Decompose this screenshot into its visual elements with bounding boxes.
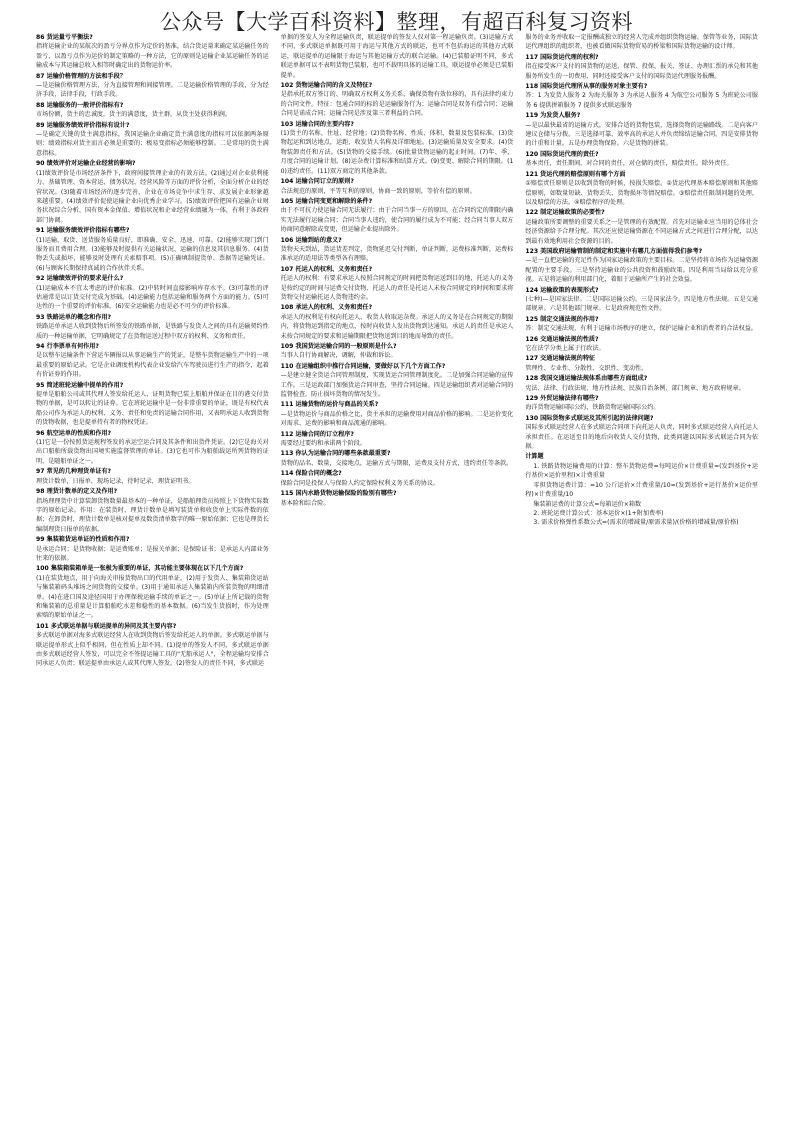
section-body <box>525 324 758 333</box>
section-heading: 104 运输合同订立的原则? <box>280 178 354 186</box>
section <box>281 449 514 468</box>
section <box>36 622 269 669</box>
section-body <box>36 236 269 274</box>
section <box>281 236 514 264</box>
section-heading: 113 你认为运输合同的哪些条款最重要? <box>280 450 391 458</box>
section-body <box>36 322 269 341</box>
section <box>525 170 758 208</box>
section-body <box>525 364 758 373</box>
section-body <box>36 477 269 486</box>
section-body <box>36 284 269 312</box>
section <box>36 381 269 428</box>
section <box>281 177 514 196</box>
section-heading: 124 运输政策的表现形式? <box>525 286 599 294</box>
body-paragraph: —是以最快最省的运输方式，安排合适的货物包装，选择货物的运输路线。二是向客户建议仓储与分拨。三是选择可靠、效率高的承运人并负责缔结运输合同。四是安排货物的计重和计量。五是办理货物保险。六是货物的拼装。 <box>525 121 758 148</box>
section <box>525 247 758 285</box>
section <box>36 342 269 380</box>
body-paragraph: —是运输价格管理方法，分为直接管理和间接管理。二是运输价格管理的手段，分为经济手段，法律手段，行政手段。 <box>36 82 269 99</box>
body-paragraph: (1)货主的名称、住址、经营地；(2)货物名称、性质、体积、数量及包装标准。(3)货物起运和到达地点，运距、收发货人名称及详细地址。(3)运输质量及安全要求。(4)货物装卸责任和方法。(5)货物的交接手续。(6)批量货物运输的起止时间。(7)年、季、月度合同的运输计划。(8)运杂费计算标准和结算方式。(9)变更、解除合同的期限。(10)违约责任。(11)双方商定的其他条款。 <box>280 130 514 175</box>
section-body <box>281 313 514 341</box>
section <box>525 33 758 52</box>
body-paragraph: 市场份额，货主的忠诚度，货主的满意度，货主群，从货主处获得利润。 <box>36 111 231 119</box>
body-paragraph: (1)它是一份按照货运规程签发的承运空运合同及其条件和出货件凭证。(2)它是海关对出口船舶所载货物出国境实施监督管理的单证。(3)它也可作为船舶载运所列货物的证明，是随船单证之一。 <box>36 439 269 465</box>
body-paragraph: (1)在装货地点，用于向海关审报货物出口的代用单证。(2)用于发货人、集装箱货运站与集装箱码头堆场之间货物的交接单。(3)用于通知承运人集装箱内所装货物的明细清单。(4)在进口国及途径国用于办理保税运输手续的单证之一。(5)单证上所记载的货物和集装箱的总重量是计算船舶吃水差和稳性的基本数据。(6)当发生货损时，作为处理索赔的原始单证之一。 <box>36 574 269 620</box>
section <box>36 313 269 341</box>
section-body <box>36 631 269 669</box>
section-body <box>36 351 269 379</box>
column-2 <box>281 33 514 1108</box>
body-paragraph: 答：制定交通法规，有利于运输市场秩序的建立，保护运输企业和消费者的合法权益。 <box>525 325 757 333</box>
section-heading: 107 托运人的权利、义务和责任? <box>280 265 373 273</box>
section-heading: 115 国内水路货物运输保险的险别有哪些? <box>280 490 397 498</box>
section-heading: 121 货运代理的赔偿原则有哪个方面 <box>525 170 626 178</box>
section-heading: 117 国际货运代理的权利? <box>525 53 599 61</box>
section <box>36 535 269 563</box>
body-paragraph: 理货计数单，日报单，现场记录，待时记录，理货证明书。 <box>36 477 195 485</box>
section-heading: 86 货运量亏平衡法? <box>36 34 93 41</box>
body-paragraph: (1)运输成本不宜太考虑的评价标准。(2)中转时间直接影响库存水平。(3)可靠性的评估通常是以订货交付完成为基础。(4)运输能力包括运输和服务两个方面的能力。(5)可达性的一个重要的评价标准。(6)安全运输能力也是必不可少的评价标准。 <box>36 284 269 311</box>
section <box>36 226 269 273</box>
section-heading: 101 多式联运单据与联运提单的异同及其主要内容? <box>36 622 177 630</box>
section-heading: 125 制定交通法规的作用? <box>525 315 599 323</box>
section <box>36 121 269 159</box>
section-body <box>281 371 514 399</box>
section-heading: 93 铁路运单的概念和作用? <box>36 313 112 321</box>
section-body <box>525 33 758 52</box>
section <box>281 303 514 341</box>
body-paragraph: 答：1 为发货人服务 2 为海关服务 3 为承运人服务 4 为航空公司服务 5 为班轮公司服务 6 提供拼箱服务 7 提供多式联运服务 <box>525 92 758 109</box>
section-body <box>281 187 514 196</box>
section-heading: 119 为发货人服务? <box>525 112 581 120</box>
section-heading: 98 理货计数单的定义及作用? <box>36 488 118 496</box>
section-body <box>525 403 758 412</box>
section-heading: 95 简述班轮运输中提单的作用? <box>36 381 124 389</box>
section <box>36 33 269 71</box>
section-body <box>36 390 269 428</box>
section <box>36 487 269 534</box>
section-heading: 112 运输合同的订立程序? <box>280 430 354 438</box>
body-paragraph: 是承运合同；是货物收据；是运费账单；是报关单据；是保险证书；是承运人内部业务往来的依据。 <box>36 545 269 562</box>
section-body <box>525 462 758 528</box>
section-body <box>281 90 514 118</box>
section <box>525 286 758 314</box>
section-heading: 100 集装箱装箱单是一张极为重要的单证，其功能主要体现在以下几个方面? <box>36 565 244 573</box>
section-heading: 88 运输服务的一般评价指标有? <box>36 101 124 109</box>
section <box>525 150 758 169</box>
body-paragraph: —是确定关键的货主满意指标，我国运输企业确定货主满意度的指标可以依据两条原则：绩效指标对货主而言必须是重要的；极易变指标必须能够控制。二是常用的货主满意指标。 <box>36 131 269 157</box>
section-body <box>281 245 514 264</box>
section <box>36 564 269 620</box>
body-paragraph: 是以整车运输条件下营运车辆报以从事运输生产的凭证，是整车货物运输生产中的一项最重要的原始记录。它是企业调度机构代表企业发给汽车驾驶员进行生产的指令，起着有价证券的作用。 <box>36 352 269 379</box>
section-body <box>281 129 514 176</box>
column-3 <box>525 33 758 1108</box>
section-body <box>36 110 269 119</box>
section-heading: 110 在运输组织中推行合同运输，要做好以下几个方面工作? <box>280 362 446 370</box>
section <box>281 469 514 488</box>
body-paragraph: 铁路运单承运人收到货物后所签发的铁路单据，是铁路与发货人之间的具有运输契约性质的一种运输单据，它明确规定了在货物运送过程中双方的权利、义务和责任。 <box>36 323 269 340</box>
section-body <box>525 256 758 284</box>
section <box>36 467 269 486</box>
body-paragraph: ①赔偿责任原则是以收到货物的时候，按损失赔偿。②货运代理基本赔偿原则和其他赔偿原则，如数量短缺、货物丢失、货物损坏等情况赔偿。③赔偿责任限制问题的处理，以及赔偿的方法。④赔偿程序的处理。 <box>525 180 758 206</box>
section-body <box>281 274 514 302</box>
body-paragraph: 合法规范的原则，平等互利的原则，协商一致的原则，等价有偿的原则。 <box>280 187 476 195</box>
section-heading: 计算题 <box>525 453 544 461</box>
section <box>36 159 269 225</box>
section <box>281 197 514 235</box>
body-paragraph: (1)绩效评价是市场经济条件下，政府间接管理企业的有效方法。(2)通过对企业获利能力、基础管理、资本营运、债务状况、经营风险等方面的评价分析，全面分析企业的经营状况。(3)随着市场经济的逐步完善，企业在市场竞争中求生存、求发展企业形象越来越重要。(4)绩效评价促使运输企业向优秀企业学习。(5)绩效评价把国有运输企业财务状况综合分析、国有资本金保值、增值状况和企业经营业绩融为一体，有利于各政府部门协调。 <box>36 169 269 224</box>
section <box>525 111 758 149</box>
body-paragraph: 指将运输企业的某航次的盈亏分界点作为定价的基准，结合货运量来确定某运输任务的盈亏，以盈亏点作为运价的制定策略的一种方法，它的原则是运输企业某运输任务的运输成本与其运输总收入相等时确定出的货物运价率。 <box>36 43 269 70</box>
body-paragraph: 多式联运单据对海多式联运经营人在收到货物后签发给托运人的单据。多式联运单据与联运提单形式上似乎相同，但在性质上却不同。(1)提单的签发人不同，多式联运单据由多式联运经营人签发，可以完全不签提运输工具的"无船承运人"，全程运输均安排合同承运人负责；联运提单由承运人或其代理人签发。(2)签发人的责任不同，多式联运 <box>36 632 269 668</box>
section <box>525 335 758 354</box>
section-body <box>36 169 269 225</box>
section-body <box>525 295 758 314</box>
body-paragraph: —是一直把运输的充足性作为国家运输政策的主要目标。二是坚持将市场作为运输资源配置的主要手段。三是坚持运输业的公共投资和鼓励政策。四是利用当局给以充分重视。五是将运输的利用部门化，着眼于运输所产生的社会效益。 <box>525 257 758 284</box>
section-body <box>281 479 514 488</box>
section-heading: 127 交通运输法规的特征 <box>525 355 596 363</box>
body-paragraph: 2. 班轮运费计算公式：基本运价×(1+附加费率) <box>533 509 664 517</box>
section <box>36 274 269 312</box>
section-body <box>525 62 758 81</box>
section-body <box>525 384 758 393</box>
section-heading: 90 绩效评价对运输企业经营的影响? <box>36 160 136 168</box>
body-paragraph: —是建立健全货运合同管理制度，实现货运合同管理制度化。二是加强合同运输的宣传工作。三是运政部门加强货运合同审查，坚持合同运输。四是运输组织者对运输合同的监督检查，防止损坏货物的情况发生。 <box>280 372 514 399</box>
section <box>525 354 758 373</box>
section-body <box>281 33 514 80</box>
section-heading: 94 行李票单有何作用? <box>36 343 99 350</box>
body-paragraph: 1. 铁路货物运输费用的计算：整车货物运费=每吨运价×计费重量=(发到基价+运行基价×运价里程)×计费重量 <box>525 462 758 480</box>
body-paragraph: 货物的品名、数量，交接地点，运输方式与期限，运费及支付方式，违约责任等条款。 <box>280 459 513 467</box>
section-heading: 129 外贸运输法律有哪些? <box>525 395 599 403</box>
section <box>281 400 514 428</box>
section-heading: 111 运输货物的运价与商品的关系? <box>280 401 379 409</box>
body-paragraph: 保险合同是投保人与保险人约定保险权利义务关系的协议。 <box>280 479 440 487</box>
section-body <box>281 206 514 234</box>
section-heading: 87 运输价格管理的方法和手段？ <box>36 72 126 80</box>
body-paragraph: 承运人的权利是有权向托运人、收货人收取运杂费。承运人的义务是在合同规定的期限内，将货物运到指定的地点，按时向收货人发出货物到达通知。承运人的责任是承运人未按合同规定的要求和运输期限把货物送到目的地而导致的责任。 <box>280 313 514 340</box>
section-body <box>36 42 269 70</box>
body-paragraph: 基本险和综合险。 <box>280 499 330 507</box>
body-paragraph: 单据的签发人为全程运输负责，联运提单的签发人仅对第一程运输负责。(3)运输方式不同，多式联运单据既可用于海运与其他方式的联运，也可不包括海运的其他方式联运，联运提单的运输限于海运与其他运输方式的联合运输。(4)已装船证明不同，多式联运单据可以不表明货物已装船，也可不载明具体的运输工具，联运提单必须是已装船提单。 <box>280 34 514 79</box>
section <box>281 265 514 303</box>
section-heading: 91 运输服务绩效评价指标有哪些? <box>36 227 130 235</box>
section-heading: 120 国际货运代理的责任? <box>525 150 599 158</box>
section-heading: 96 航空运单的性质和作用? <box>36 429 112 437</box>
section-body <box>525 218 758 246</box>
body-paragraph: 货物天天到站，货运货差判定，货物延迟交付判断，单证判断，运费标准判断，运费标准承运的适用法等类型各有理赔。 <box>280 245 514 263</box>
section-body <box>36 545 269 564</box>
body-paragraph: 提单是船舶公司或其代理人签发给托运人，证明货物已装上船舶并保证在目的港交付货物的单据，是可以转让的证券。它在班轮运输中是一份非常重要的单证，既是有权代表船公司作为承运人的权利、义务、责任和免责的运输合同作用，又表明承运人收到货物的货物收据，也是提单持有者的物权凭证。 <box>36 391 269 427</box>
section-heading: 114 保险合同的概念? <box>280 470 342 478</box>
section-body <box>36 438 269 466</box>
body-paragraph: 零担货物运费计算：=10 公斤运价×计费重量/10=(发到基价+运行基价×运价里程)×计费重量/10 <box>525 481 758 499</box>
section-body <box>36 81 269 100</box>
section-heading: 99 集装箱货运单证的性质和作用? <box>36 536 130 544</box>
body-paragraph: 运输政策所要调整的重要关系之一是管理的有效配置。首先对运输业应当用的总体社会经济资源给予合理分配。其次还应使运输资源在不同运输方式之间进行合理分配，以达到最有效地利用社会资源的目的。 <box>525 218 758 245</box>
section <box>525 53 758 81</box>
document-body <box>36 33 758 1108</box>
body-paragraph: 它在法学分类上属于行政法。 <box>525 345 605 352</box>
section <box>525 414 758 452</box>
section-heading: 106 运输到站的意义? <box>280 236 342 244</box>
section-body <box>525 121 758 149</box>
section-heading: 102 货物运输合同的含义及特征? <box>280 82 373 90</box>
body-paragraph: 基本责任，责任期间，对合同的责任，对仓储的责任，赔偿责任，除外责任。 <box>525 160 733 168</box>
body-paragraph: 3. 需求价格弹性系数公式=(需求的增减量/原需求量)/(价格的增减量/原价格) <box>533 519 739 527</box>
section-body <box>281 459 514 468</box>
section-heading: 105 运输合同变更和解除的条件? <box>280 197 373 205</box>
section-heading: 92 运输绩效评价的要求是什么? <box>36 275 124 283</box>
body-paragraph: 服务的业务并收取一定报酬或独立的经营人完成并组织货物运输、保管等业务，国际货运代理组织的组织者，也被看做国际货物贸易的桥梁和国际货物运输的设计师。 <box>525 34 758 51</box>
body-paragraph: 由于不可抗力使运输合同无法履行；由于合同当事一方的原因，在合同约定的期限内确实无法履行运输合同；合同当事人违约，使合同的履行成为不可能；经合同当事人双方协商同意解除或变更，但运输企业提出除外。 <box>280 207 514 234</box>
section <box>36 429 269 467</box>
body-paragraph: 指场理理货中计算装卸货物数量最基本的一种单证，是船舶理货员按照上下货物实际数字的原始记录。作用：在装货时，理货计数单是填写装货单和收货单上实际件数的依据；在卸货时，理货计数单是核对提单及数货清单数字的唯一原始依据；它也是理货长编制理货日报单的依据。 <box>36 497 269 533</box>
section-body <box>525 91 758 110</box>
section-body <box>281 410 514 429</box>
section-heading: 103 运输合同的主要内容? <box>280 120 354 128</box>
body-paragraph: 指在接受客户支付的国货物的运送、保管、投保、报关、签证、办理汇票的承兑和其他服务所发生的一切费用，同时还接受客户支付的国际货运代理服务报酬。 <box>525 63 758 80</box>
section-heading: 128 我国交通运输法规体系由哪些方面组成? <box>525 375 648 383</box>
body-paragraph: 当事人自行协商解决，调解，仲裁和诉讼。 <box>280 352 397 360</box>
body-paragraph: 宪法、法律、行政法规、地方性法规、民族自治条例、部门规章、地方政府规章。 <box>525 384 745 392</box>
section <box>525 394 758 413</box>
section-heading: 118 国际货运代理所从事的服务对象主要有? <box>525 83 648 91</box>
section-body <box>281 439 514 448</box>
section-body <box>525 179 758 207</box>
section-body <box>525 159 758 168</box>
section-heading: 109 我国货运运输合同的一般原则是什么? <box>280 343 397 350</box>
body-paragraph: 海洋货物运输国际公约，铁路货物运输国际公约。 <box>525 404 660 412</box>
section <box>281 33 514 80</box>
body-paragraph: 需要经过要约和承诺两个阶段。 <box>280 440 366 448</box>
section-body <box>281 499 514 508</box>
body-paragraph: 托运人的权利：有要求承运人按照合同规定的时间把货物运送到目的地，托运人的义务是按约定的时间与运费交付货物、托运人的责任是托运人未按合同规定的时间和要求将货物交付运输托运人货物违约金。 <box>280 275 514 301</box>
section-heading: 89 运输服务绩效评价指标有设计? <box>36 121 130 129</box>
section <box>525 452 758 527</box>
section <box>525 315 758 334</box>
section-body <box>525 423 758 451</box>
section-body <box>281 351 514 360</box>
body-paragraph: 国际多式联运经营人在多式联运合同项下向托运人负责，同时多式联运经营人向托运人承担责任。在运送至目的地后向收货人交付货物，此类问题以国际多式联运合同为依据。 <box>525 424 758 451</box>
section-heading: 97 常见的几种理货单证有? <box>36 468 112 476</box>
body-paragraph: 管理性、专业性、分散性、交织性、变动性。 <box>525 364 648 372</box>
section <box>281 342 514 361</box>
section <box>525 208 758 246</box>
section <box>281 81 514 119</box>
section <box>525 82 758 110</box>
section <box>281 430 514 449</box>
body-paragraph: 集装箱运费的计算公式=每箱运价×箱数 <box>533 500 642 508</box>
section-body <box>525 344 758 353</box>
section-heading: 108 承运人的权利、义务和责任? <box>280 304 373 312</box>
section-heading: 122 制定运输政策的必要性? <box>525 209 605 217</box>
section-body <box>36 497 269 535</box>
section <box>281 362 514 400</box>
section-heading: 130 国际货物多式联运及其所引起的法律问题? <box>525 414 654 422</box>
section <box>281 120 514 176</box>
section-body <box>36 574 269 621</box>
column-1 <box>36 33 269 1108</box>
body-paragraph: (1)运输、取货、送货服务质量良好，即准确、安全、迅速、可靠。(2)能够实现门到门服务而且费用合理。(3)能够及时提供有关运输状况、运输的信息及其信息服务。(4)货物丢失或损坏，能够及时处理有关索赔事项。(5)正确填制提货单、票据等运输凭证。(6)与顾客长期保持真诚的合作伙伴关系。 <box>36 236 269 272</box>
body-paragraph: (七种)—是国家法律。二是国际运输公约。三是国家法令。四是地方性法规。五是交通部规章。六是其他部门规章。七是政府规范性文件。 <box>525 295 758 313</box>
section <box>525 374 758 393</box>
page-header: 公众号【大学百科资料】整理，有超百科复习资料 <box>160 10 633 34</box>
body-paragraph: —是货物运价与商品价格之比，货主承担的运输费用对商品价格的影响。二是运价变化对需求、运费的影响和商品流通的影响。 <box>280 410 514 428</box>
section-heading: 126 交通运输法规的性质? <box>525 335 599 343</box>
section-heading: 123 美国政府运输管制的制定和实施中有哪几方面值得我们参考? <box>525 247 703 255</box>
section-body <box>36 130 269 158</box>
section <box>281 489 514 508</box>
section <box>36 72 269 100</box>
section <box>36 101 269 120</box>
body-paragraph: 是指承托双方签订的、明确双方权利义务关系、确保货物有效位移的、具有法律约束力的合同文件。特征：包通合同的标的是运输服务行为；运输合同是双务有偿合同；运输合同是诺成合同；运输合同是涉及第三者利益的合同。 <box>280 91 514 118</box>
